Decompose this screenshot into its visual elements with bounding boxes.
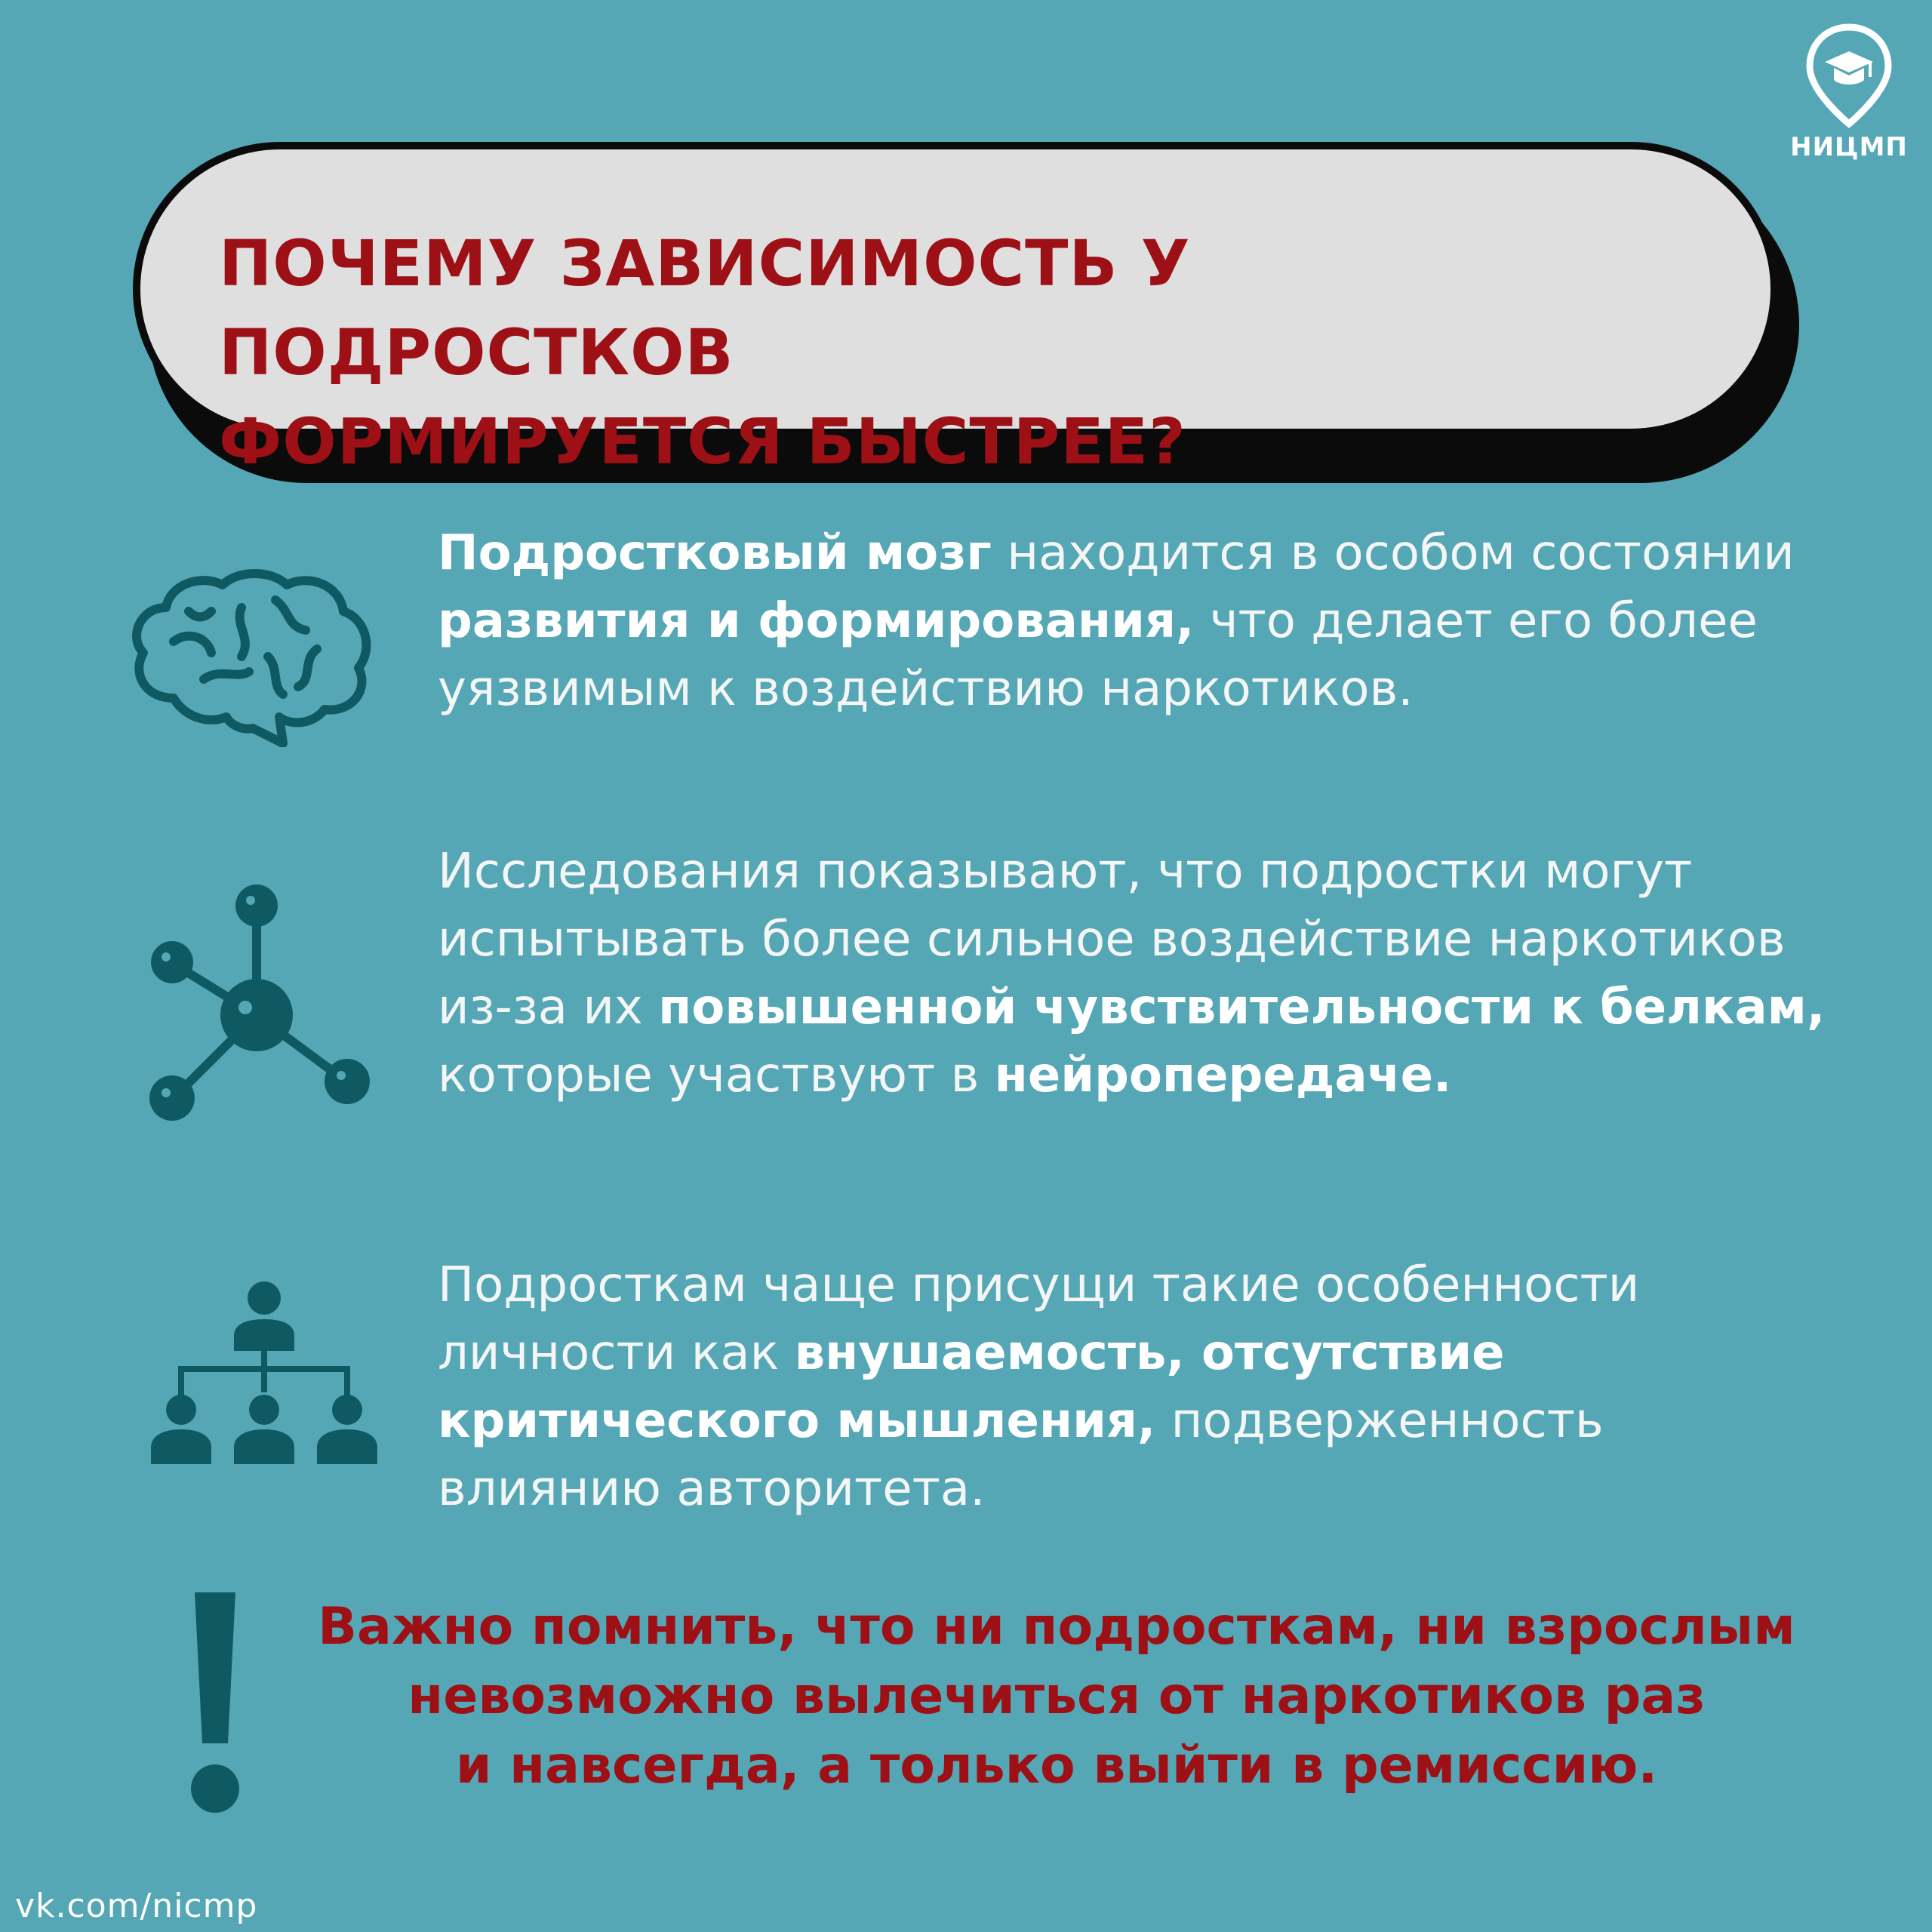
section-2-part-3: которые участвуют в <box>438 1048 995 1103</box>
section-1-part-2: находится в особом состоянии <box>991 525 1795 581</box>
section-1-part-4: что делает его более уязвимым к воздействию наркотиков. <box>438 593 1758 717</box>
section-3-text <box>438 1251 1841 1523</box>
section-3-part-3: подверженность влиянию авторитета. <box>438 1393 1604 1517</box>
warning-line-3: и навсегда, а только выйти в ремиссию. <box>455 1736 1658 1795</box>
warning-line-2: невозможно вылечиться от наркотиков раз <box>408 1666 1706 1726</box>
section-2-text <box>438 838 1841 1109</box>
brain-icon <box>128 566 377 750</box>
footer-url[interactable]: vk.com/nicmp <box>15 1887 258 1925</box>
graduation-cap-pin-icon <box>1804 23 1894 128</box>
warning-line-1: Важно помнить, что ни подросткам, ни взрослым <box>318 1597 1795 1657</box>
title-line-2: ФОРМИРУЕТСЯ БЫСТРЕЕ? <box>219 405 1186 478</box>
molecule-icon <box>136 879 377 1139</box>
people-hierarchy-icon <box>140 1275 389 1467</box>
section-2-part-4: нейропередаче. <box>994 1048 1452 1103</box>
section-1-part-3: развития и формирования, <box>438 593 1195 649</box>
section-3-part-1: Подросткам чаще присущи такие особенности личности как <box>438 1257 1640 1381</box>
section-1-part-1: Подростковый мозг <box>438 525 992 581</box>
page-title <box>219 219 1713 486</box>
logo-text: НИЦМП <box>1790 132 1908 162</box>
title-line-1: ПОЧЕМУ ЗАВИСИМОСТЬ У ПОДРОСТКОВ <box>219 226 1191 389</box>
section-2-part-1: Исследования показывают, что подростки могут испытывать более сильное воздействие наркотиков из-за их <box>438 844 1786 1035</box>
section-2-part-2: повышенной чувствительности к белкам, <box>658 980 1826 1035</box>
section-3-part-2: внушаемость, отсутствие критического мышления, <box>438 1325 1505 1449</box>
logo <box>1781 23 1917 166</box>
warning-text <box>287 1592 1826 1801</box>
exclamation-icon <box>181 1592 249 1822</box>
section-1-text <box>438 519 1841 723</box>
